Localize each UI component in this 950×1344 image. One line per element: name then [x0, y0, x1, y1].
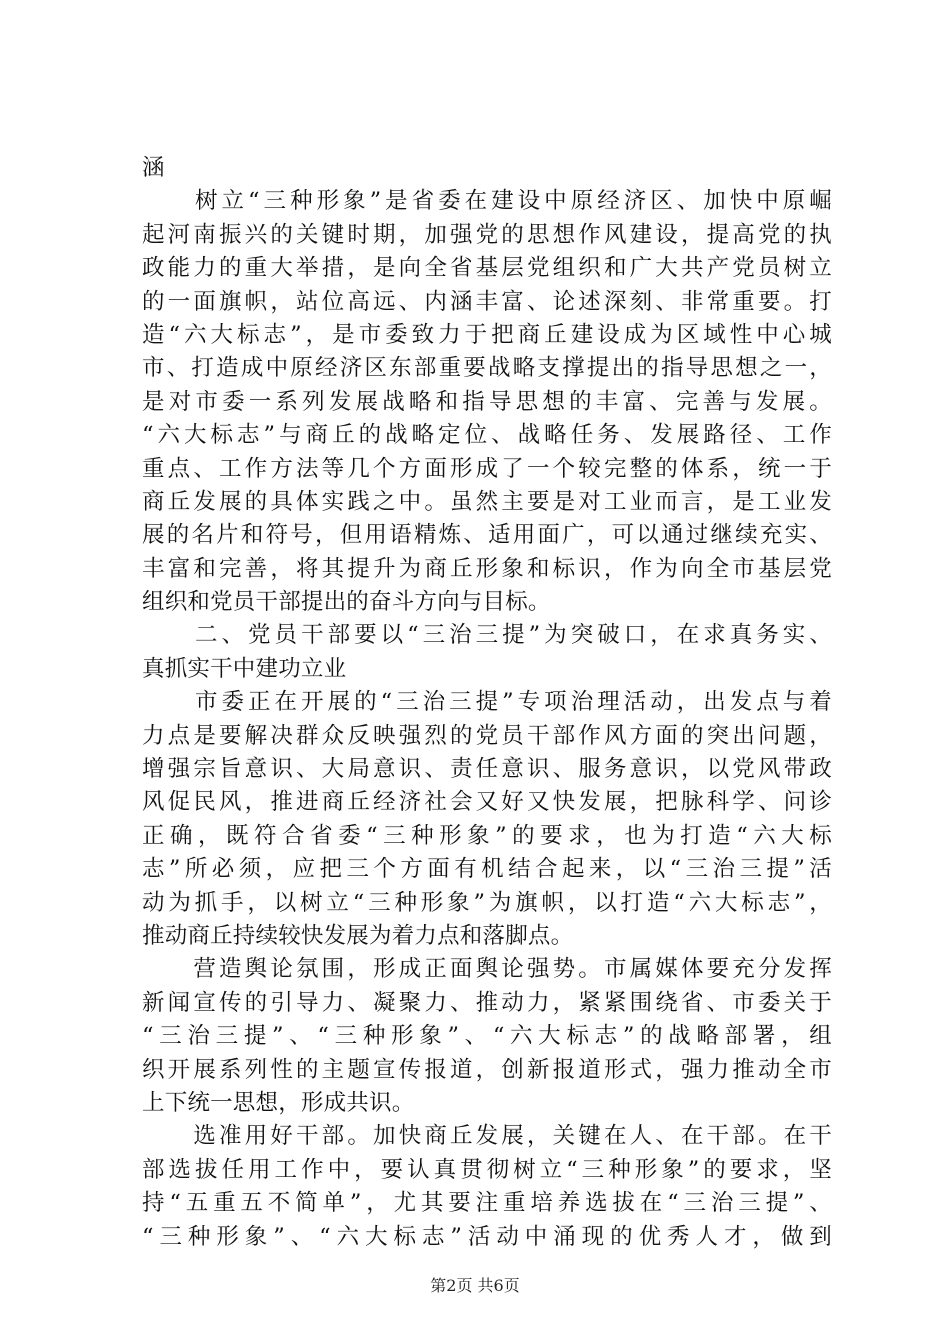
text-line: 增强宗旨意识、大局意识、责任意识、服务意识，以党风带政	[142, 756, 832, 783]
text-line: 市、打造成中原经济区东部重要战略支撑提出的指导思想之一，	[142, 355, 832, 382]
text-line: 营造舆论氛围，形成正面舆论强势。市属媒体要充分发挥	[142, 956, 832, 983]
text-line: 起河南振兴的关键时期，加强党的思想作风建设，提高党的执	[142, 221, 832, 248]
text-line: 志”所必须，应把三个方面有机结合起来，以“三治三提”活	[142, 856, 832, 883]
text-line: 重点、工作方法等几个方面形成了一个较完整的体系，统一于	[142, 455, 832, 482]
text-line: 新闻宣传的引导力、凝聚力、推动力，紧紧围绕省、市委关于	[142, 989, 832, 1016]
text-line: 丰富和完善，将其提升为商丘形象和标识，作为向全市基层党	[142, 555, 832, 582]
text-line: 政能力的重大举措，是向全省基层党组织和广大共产党员树立	[142, 255, 832, 282]
text-line: 市委正在开展的“三治三提”专项治理活动，出发点与着	[142, 689, 832, 716]
text-line: 涵	[142, 155, 165, 181]
text-line: 持“五重五不简单”，尤其要注重培养选拔在“三治三提”、	[142, 1190, 832, 1217]
text-line: “三治三提”、“三种形象”、“六大标志”的战略部署，组	[142, 1023, 832, 1050]
text-line: 是对市委一系列发展战略和指导思想的丰富、完善与发展。	[142, 388, 832, 415]
text-line: 的一面旗帜，站位高远、内涵丰富、论述深刻、非常重要。打	[142, 288, 832, 315]
text-line: 选准用好干部。加快商丘发展，关键在人、在干部。在干	[142, 1123, 832, 1150]
text-line: 二、党员干部要以“三治三提”为突破口，在求真务实、	[142, 622, 832, 649]
text-line: 风促民风，推进商丘经济社会又好又快发展，把脉科学、问诊	[142, 789, 832, 816]
text-line: “三种形象”、“六大标志”活动中涌现的优秀人才，做到	[142, 1223, 832, 1250]
text-line: 力点是要解决群众反映强烈的党员干部作风方面的突出问题，	[142, 722, 832, 749]
page-footer: 第2页 共6页	[430, 1276, 520, 1295]
text-line: 动为抓手，以树立“三种形象”为旗帜，以打造“六大标志”，	[142, 889, 832, 916]
text-line: 织开展系列性的主题宣传报道，创新报道形式，强力推动全市	[142, 1056, 832, 1083]
text-line: 组织和党员干部提出的奋斗方向与目标。	[142, 589, 551, 616]
text-line: 树立“三种形象”是省委在建设中原经济区、加快中原崛	[142, 188, 832, 215]
text-line: 展的名片和符号，但用语精炼、适用面广，可以通过继续充实、	[142, 522, 832, 549]
text-line: 上下统一思想，形成共识。	[142, 1089, 415, 1116]
text-line: 造“六大标志”，是市委致力于把商丘建设成为区域性中心城	[142, 321, 832, 348]
text-line: 正确，既符合省委“三种形象”的要求，也为打造“六大标	[142, 822, 832, 849]
text-line: 商丘发展的具体实践之中。虽然主要是对工业而言，是工业发	[142, 488, 832, 515]
text-line: 推动商丘持续较快发展为着力点和落脚点。	[142, 922, 574, 949]
document-body	[142, 152, 832, 1254]
text-line: 部选拔任用工作中，要认真贯彻树立“三种形象”的要求，坚	[142, 1156, 832, 1183]
text-line: “六大标志”与商丘的战略定位、战略任务、发展路径、工作	[142, 422, 832, 449]
text-line: 真抓实干中建功立业	[142, 655, 347, 682]
